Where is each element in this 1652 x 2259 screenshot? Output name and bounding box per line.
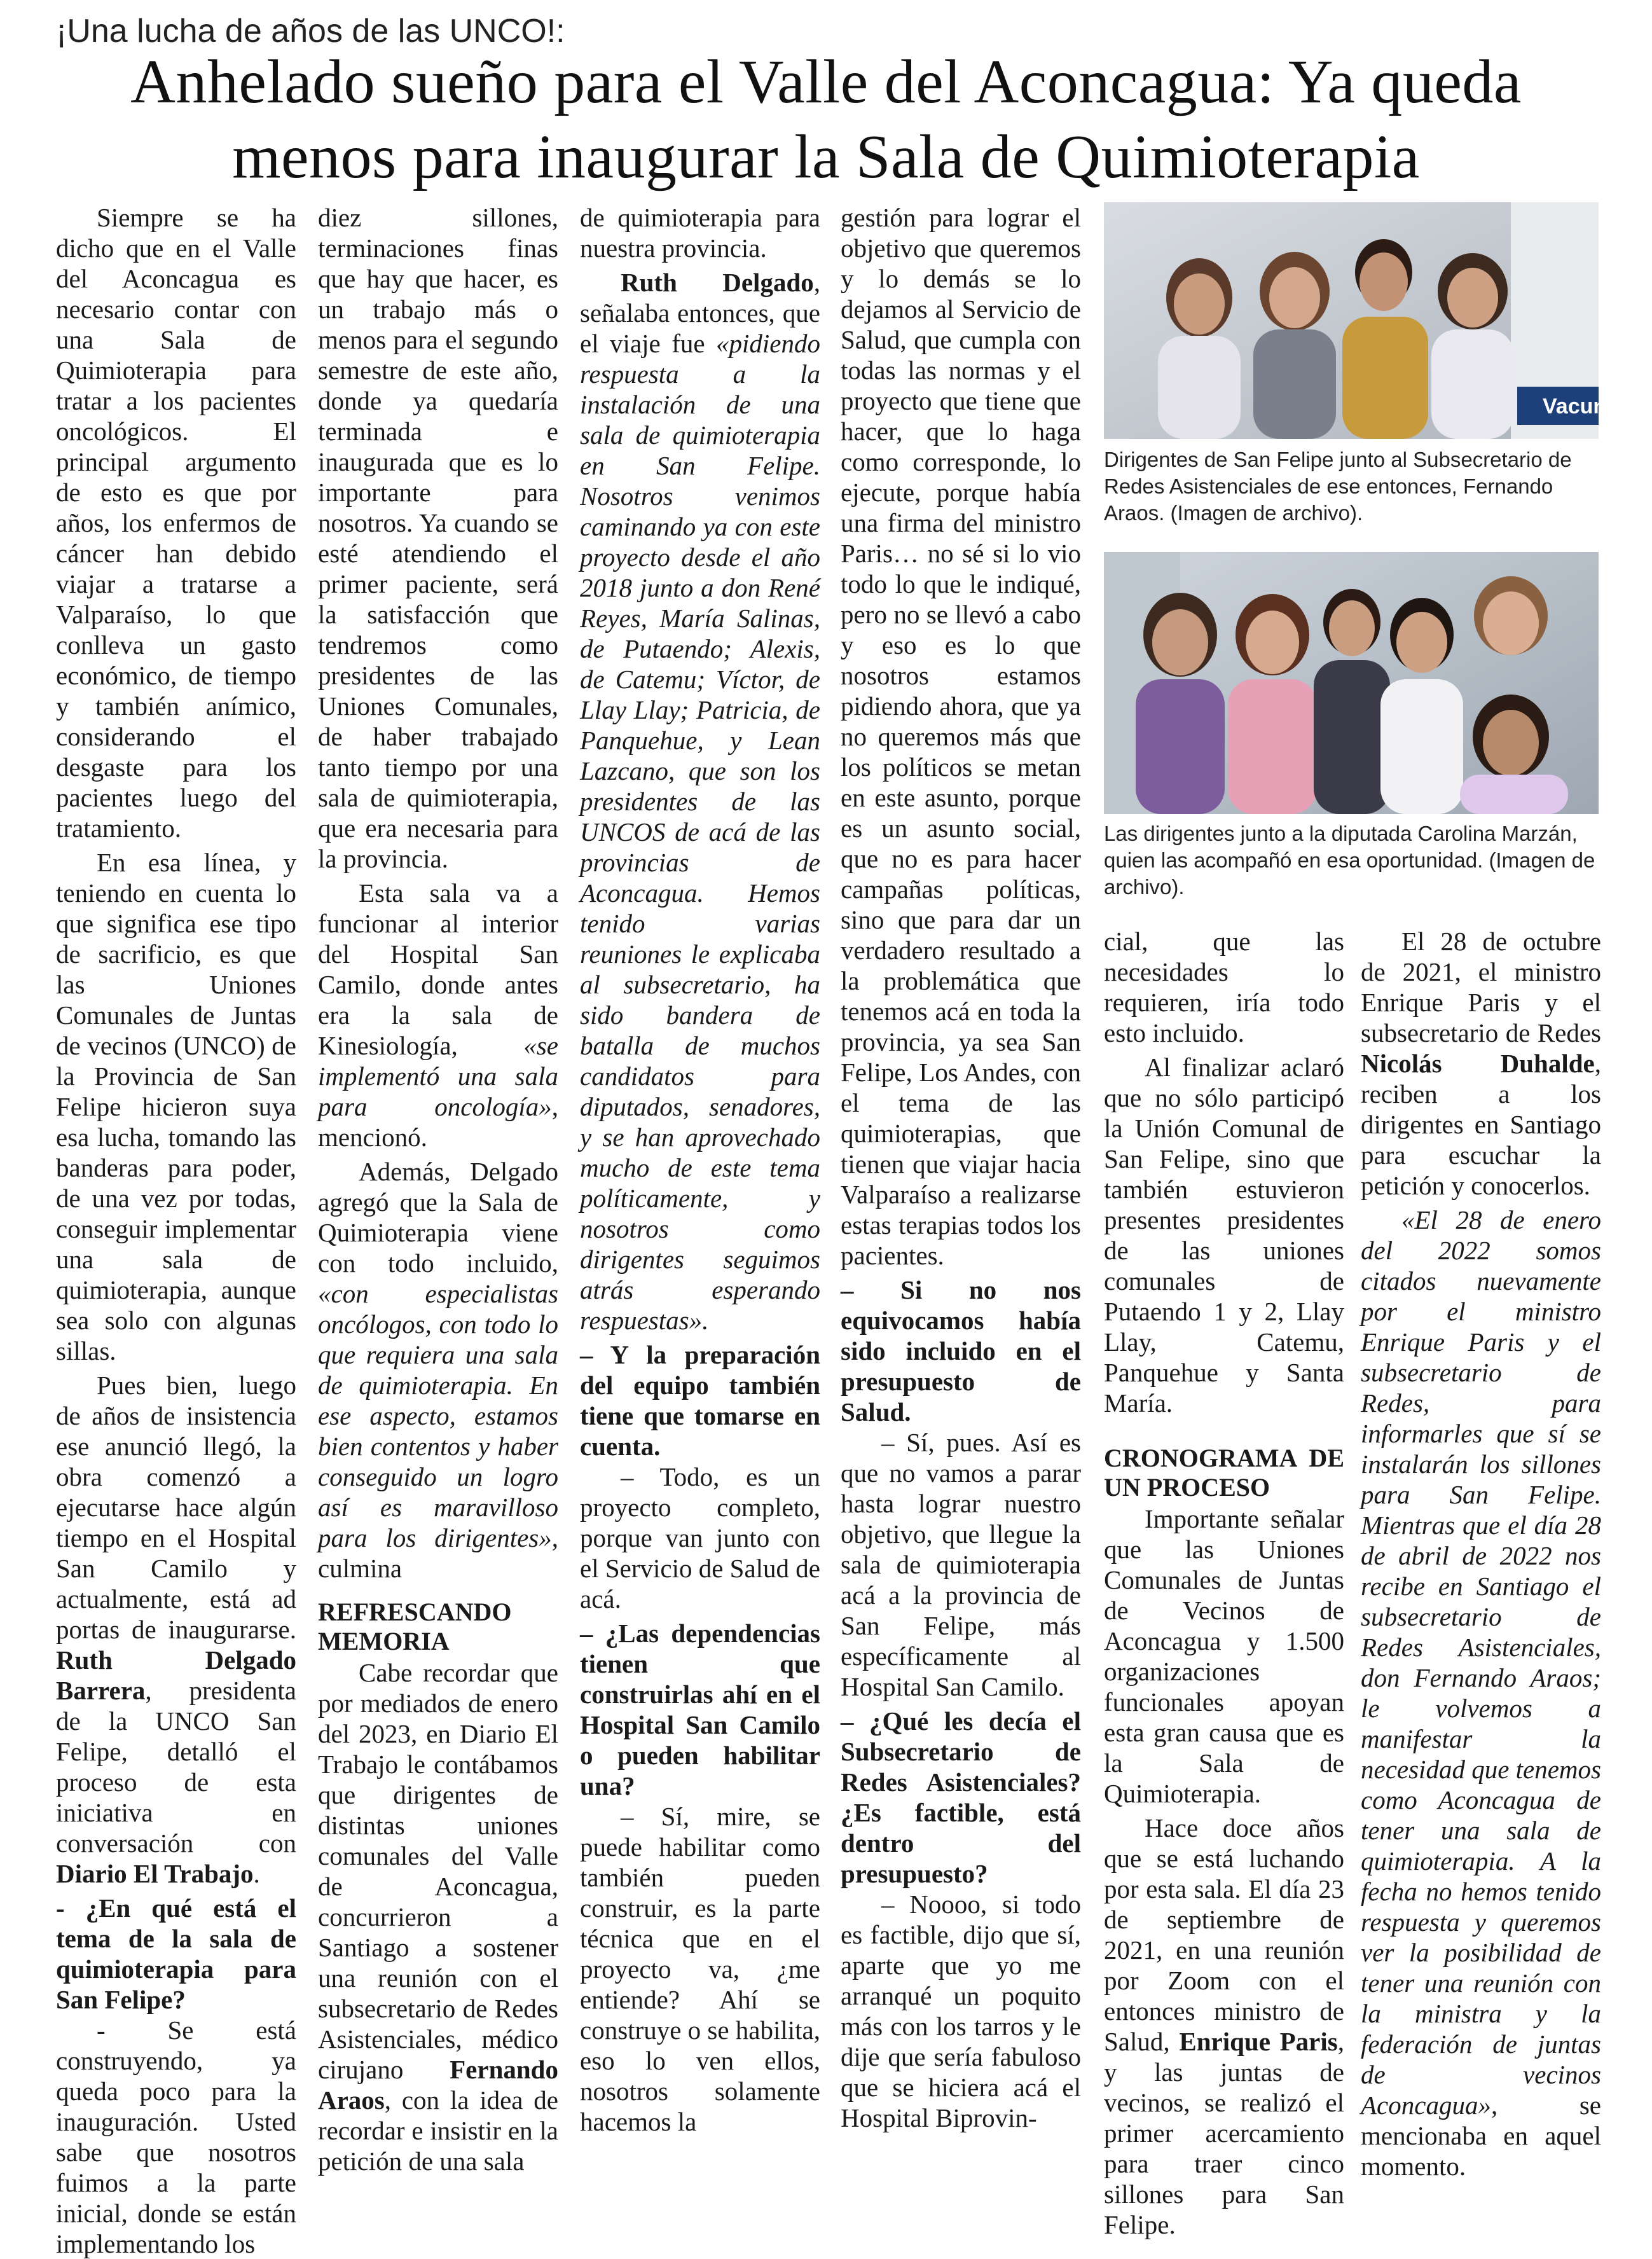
column-1 — [56, 202, 296, 2259]
paragraph: En esa línea, y teniendo en cuenta lo que significa ese tipo de sacrificio, es que las Uniones Comunales de Juntas de vecinos (UNCO) de la Provincia de San Felipe hicieron suya esa lucha, tomando las banderas para poder, de una vez por todas, conseguir implementar una sala de quimioterapia, aunque sea solo con algunas sillas. — [56, 848, 296, 1365]
interview-question: - ¿En qué está el tema de la sala de quimioterapia para San Felipe? — [56, 1893, 296, 2014]
column-4 — [841, 202, 1081, 2133]
headline-line-2: menos para inaugurar la Sala de Quimioterapia — [232, 123, 1420, 191]
section-heading: REFRESCANDO MEMORIA — [318, 1598, 512, 1655]
interview-question: – Si no nos equivocamos había sido incluido en el presupuesto de Salud. — [841, 1275, 1081, 1427]
paragraph: cial, que las necesidades lo requieren, iría todo esto incluido. — [1104, 927, 1344, 1047]
svg-text:Vacun: Vacun — [1543, 394, 1607, 418]
photo-dirigentes-subsecretario — [1104, 202, 1607, 439]
paragraph: Al finalizar aclaró que no sólo participó la Unión Comunal de San Felipe, sino que también estuvieron presentes presidentes de las uniones comunales de Putaendo 1 y 2, Llay Llay, Catemu, Panquehue y Santa María. — [1104, 1053, 1344, 1418]
interview-answer: – Noooo, si todo es factible, dijo que sí, aparte que yo me arranqué un poquito más con los tarros y le dije que sería fabuloso que se hiciera acá el Hospital Biprovin- — [841, 1889, 1081, 2132]
column-2 — [318, 202, 558, 2176]
paragraph: Cabe recordar que por mediados de enero del 2023, en Diario El Trabajo le contábamos que dirigentes de distintas uniones comunales del Valle de Aconcagua, concurrieron a Santiago a sostener una reunión con el subsecretario de Redes Asistenciales, médico cirujano Fernando Araos, con la idea de recordar e insistir en la petición de una sala — [318, 1658, 558, 2176]
headline — [0, 45, 1652, 195]
photo-caption-2: Las dirigentes junto a la diputada Carolina Marzán, quien las acompañó en esa oportunidad. (Imagen de archivo). — [1104, 822, 1595, 899]
interview-question: – ¿Las dependencias tienen que construirlas ahí en el Hospital San Camilo o pueden habilitar una? — [580, 1619, 820, 1800]
interview-answer: - Se está construyendo, ya queda poco para la inauguración. Usted sabe que nosotros fuimos a la parte inicial, donde se están implementando los — [56, 2015, 296, 2258]
paragraph: Pues bien, luego de años de insistencia ese anunció llegó, la obra comenzó a ejecutarse hace algún tiempo en el Hospital San Camilo y actualmente, está ad portas de inaugurarse. Ruth Delgado Barrera, presidenta de la UNCO San Felipe, detalló el proceso de esta iniciativa en conversación con Diario El Trabajo. — [56, 1371, 296, 1888]
paragraph: Hace doce años que se está luchando por esta sala. El día 23 de septiembre de 2021, en una reunión por Zoom con el entonces ministro de Salud, Enrique Paris, y las juntas de vecinos, se realizó el primer acercamiento para traer cinco sillones para San Felipe. — [1104, 1813, 1344, 2239]
section-heading: CRONOGRAMA DE UN PROCESO — [1104, 1444, 1344, 1502]
paragraph: Además, Delgado agregó que la Sala de Quimioterapia viene con todo incluido, «con especialistas oncólogos, con todo lo que requiera una sala de quimioterapia. En ese aspecto, estamos bien contentos y haber conseguido un logro así es maravilloso para los dirigentes», culmina — [318, 1157, 558, 1583]
interview-question: – ¿Qué les decía el Subsecretario de Redes Asistenciales? ¿Es factible, está dentro del presupuesto? — [841, 1706, 1081, 1888]
paragraph: «El 28 de enero del 2022 somos citados nuevamente por el ministro Enrique Paris y el subsecretario de Redes, para informarles que sí se instalarán los sillones para San Felipe. Mientras que el día 28 de abril de 2022 nos recibe en Santiago el subsecretario de Redes Asistenciales, don Fernando Araos; le volvemos a manifestar la necesidad que tenemos como Aconcagua de tener una sala de quimioterapia. A la fecha no hemos tenido respuesta y queremos ver la posibilidad de tener una reunión con la ministra y la federación de juntas de vecinos Aconcagua», se mencionaba en aquel momento. — [1361, 1205, 1601, 2181]
interview-answer: – Sí, pues. Así es que no vamos a parar hasta lograr nuestro objetivo, que llegue la sala de quimioterapia acá a la provincia de San Felipe, más específicamente al Hospital San Camilo. — [841, 1428, 1081, 1701]
paragraph: Ruth Delgado, señalaba entonces, que el viaje fue «pidiendo respuesta a la instalación de una sala de quimioterapia en San Felipe. Nosotros venimos caminando ya con este proyecto desde el año 2018 junto a don René Reyes, María Salinas, de Putaendo; Alexis, de Catemu; Víctor, de Llay Llay; Patricia, de Panquehue, y Lean Lazcano, que son los presidentes de las UNCOS de acá de las provincias de Aconcagua. Hemos tenido varias reuniones le explicaba al subsecretario, ha sido bandera de batalla de muchos candidatos para diputados, senadores, y se han aprovechado mucho de este tema políticamente, y nosotros como dirigentes seguimos atrás esperando respuestas». — [580, 268, 820, 1335]
photo-dirigentes-diputada — [1104, 552, 1599, 814]
paragraph: El 28 de octubre de 2021, el ministro Enrique Paris y el subsecretario de Redes Nicolás Duhalde, reciben a los dirigentes en Santiago para escuchar la petición y conocerlos. — [1361, 927, 1601, 1200]
kicker: ¡Una lucha de años de las UNCO!: — [56, 13, 565, 50]
paragraph: diez sillones, terminaciones finas que hay que hacer, es un trabajo más o menos para el segundo semestre de este año, donde ya quedaría terminada e inaugurada que es lo importante para nosotros. Ya cuando se esté atendiendo el primer paciente, será la satisfacción que tendremos como presidentes de las Uniones Comunales, de haber trabajado tanto tiempo por una sala de quimioterapia, que era necesaria para la provincia. — [318, 203, 558, 873]
paragraph: Esta sala va a funcionar al interior del Hospital San Camilo, donde antes era la sala de Kinesiología, «se implementó una sala para oncología», mencionó. — [318, 878, 558, 1152]
column-5 — [1104, 926, 1344, 2240]
group-photo-2-image — [1104, 552, 1599, 814]
paragraph: Importante señalar que las Uniones Comunales de Juntas de Vecinos de Aconcagua y 1.500 organizaciones funcionales apoyan esta gran causa que es la Sala de Quimioterapia. — [1104, 1504, 1344, 1808]
paragraph: Siempre se ha dicho que en el Valle del Aconcagua es necesario contar con una Sala de Quimioterapia para tratar a los pacientes oncológicos. El principal argumento de esto es que por años, los enfermos de cáncer han debido viajar a tratarse a Valparaíso, lo que conlleva un gasto económico, de tiempo y también anímico, considerando el desgaste para los pacientes luego del tratamiento. — [56, 203, 296, 843]
paragraph: de quimioterapia para nuestra provincia. — [580, 203, 820, 263]
interview-answer: – Todo, es un proyecto completo, porque van junto con el Servicio de Salud de acá. — [580, 1462, 821, 1613]
photo-caption-1: Dirigentes de San Felipe junto al Subsecretario de Redes Asistenciales de ese entonces, Fernando Araos. (Imagen de archivo). — [1104, 448, 1572, 525]
interview-question: – Y la preparación del equipo también tiene que tomarse en cuenta. — [580, 1340, 820, 1461]
column-3 — [580, 202, 820, 2137]
interview-answer: – Sí, mire, se puede habilitar como también pueden construir, es la parte técnica que en el proyecto va, ¿me entiende? Ahí se construye o se habilita, eso lo ven ellos, nosotros solamente hacemos la — [580, 1802, 821, 2136]
group-photo-1-image — [1104, 202, 1607, 439]
paragraph: gestión para lograr el objetivo que queremos y lo demás se lo dejamos al Servicio de Salud, que cumpla con todas las normas y el proyecto que tiene que hacer, que lo haga como corresponde, lo ejecute, porque había una firma del ministro Paris… no sé si lo vio todo lo que le indiqué, pero no se llevó a cabo y eso es lo que nosotros estamos pidiendo ahora, que ya no queremos más que los políticos se metan en este asunto, porque es un asunto social, que no es para hacer campañas políticas, sino que para dar un verdadero resultado a la problemática que tenemos acá en toda la provincia, ya sea San Felipe, Los Andes, con el tema de las quimioterapias, que tienen que viajar hacia Valparaíso a realizarse estas terapias todos los pacientes. — [841, 203, 1081, 1270]
headline-line-1: Anhelado sueño para el Valle del Aconcagua: Ya queda — [130, 48, 1522, 116]
column-6 — [1361, 926, 1601, 2181]
